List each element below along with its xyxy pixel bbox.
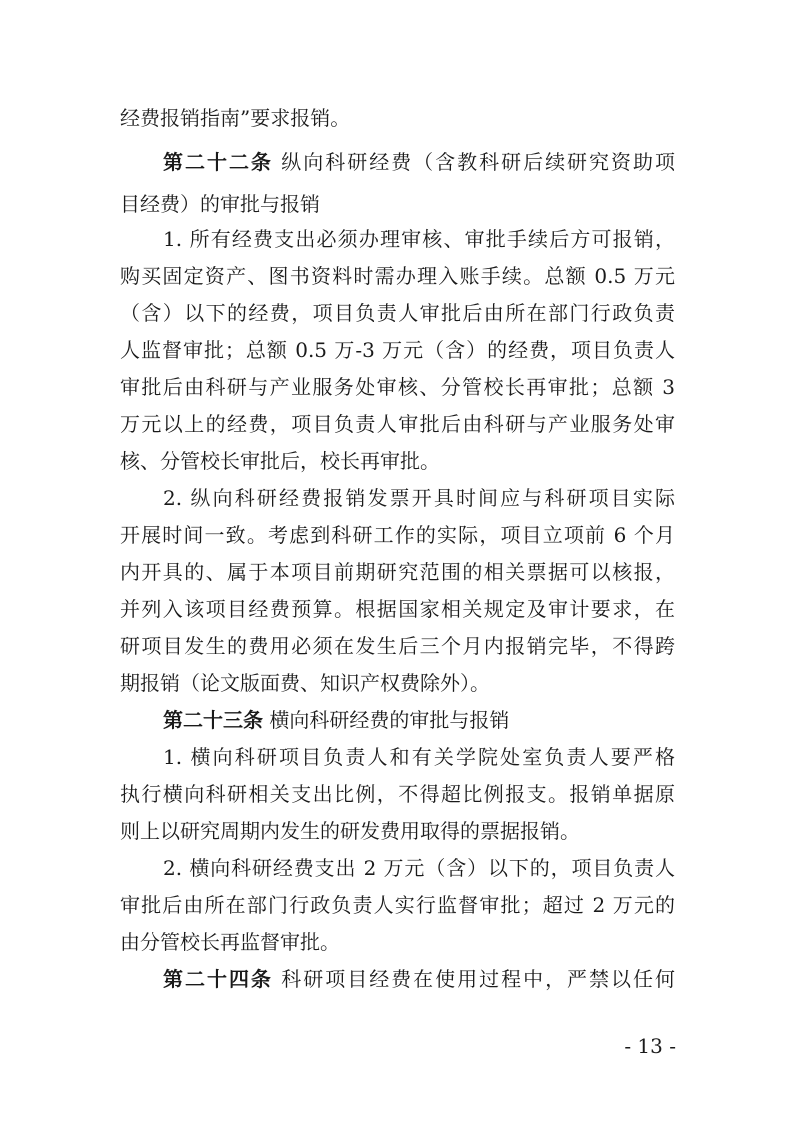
text-line: 购买固定资产、图书资料时需办理入账手续。总额 0.5 万元 xyxy=(120,264,675,288)
article-23-heading: 第二十三条 xyxy=(163,708,263,732)
text-line: 审批后由所在部门行政负责人实行监督审批；超过 2 万元的 xyxy=(120,893,675,917)
text-line: 开展时间一致。考虑到科研工作的实际，项目立项前 6 个月 xyxy=(120,523,675,547)
article-24-line xyxy=(163,965,675,993)
text-line: 期报销（论文版面费、知识产权费除外）。 xyxy=(120,671,490,695)
text-line: 1. 所有经费支出必须办理审核、审批手续后方可报销， xyxy=(163,227,675,251)
article-24-heading: 第二十四条 xyxy=(163,967,273,991)
article-23-text: 横向科研经费的审批与报销 xyxy=(269,708,510,732)
text-line: 万元以上的经费，项目负责人审批后由科研与产业服务处审 xyxy=(120,412,675,436)
page-number: - 13 - xyxy=(624,1034,676,1058)
text-line: 经费报销指南”要求报销。 xyxy=(120,106,351,130)
text-line: 2. 纵向科研经费报销发票开具时间应与科研项目实际 xyxy=(163,486,675,510)
text-line: 2. 横向科研经费支出 2 万元（含）以下的，项目负责人 xyxy=(163,856,675,880)
text-line: 人监督审批；总额 0.5 万-3 万元（含）的经费，项目负责人 xyxy=(120,338,675,362)
article-23-line xyxy=(163,706,675,734)
text-line: 核、分管校长审批后，校长再审批。 xyxy=(120,449,440,473)
text-line: 目经费）的审批与报销 xyxy=(120,192,320,216)
article-22-heading: 第二十二条 xyxy=(163,150,273,174)
article-22-text: 纵向科研经费（含教科研后续研究资助项 xyxy=(281,150,675,174)
text-line: 内开具的、属于本项目前期研究范围的相关票据可以核报， xyxy=(120,560,675,584)
article-22-line xyxy=(163,148,675,176)
text-line: 则上以研究周期内发生的研发费用取得的票据报销。 xyxy=(120,819,580,843)
text-line: 由分管校长再监督审批。 xyxy=(120,930,340,954)
article-24-text: 科研项目经费在使用过程中，严禁以任何 xyxy=(281,967,675,991)
text-line: 并列入该项目经费预算。根据国家相关规定及审计要求，在 xyxy=(120,597,675,621)
text-line: 研项目发生的费用必须在发生后三个月内报销完毕，不得跨 xyxy=(120,634,675,658)
text-line: 1. 横向科研项目负责人和有关学院处室负责人要严格 xyxy=(163,745,675,769)
text-line: （含）以下的经费，项目负责人审批后由所在部门行政负责 xyxy=(120,301,675,325)
text-line: 执行横向科研相关支出比例，不得超比例报支。报销单据原 xyxy=(120,782,675,806)
text-line: 审批后由科研与产业服务处审核、分管校长再审批；总额 3 xyxy=(120,375,675,399)
